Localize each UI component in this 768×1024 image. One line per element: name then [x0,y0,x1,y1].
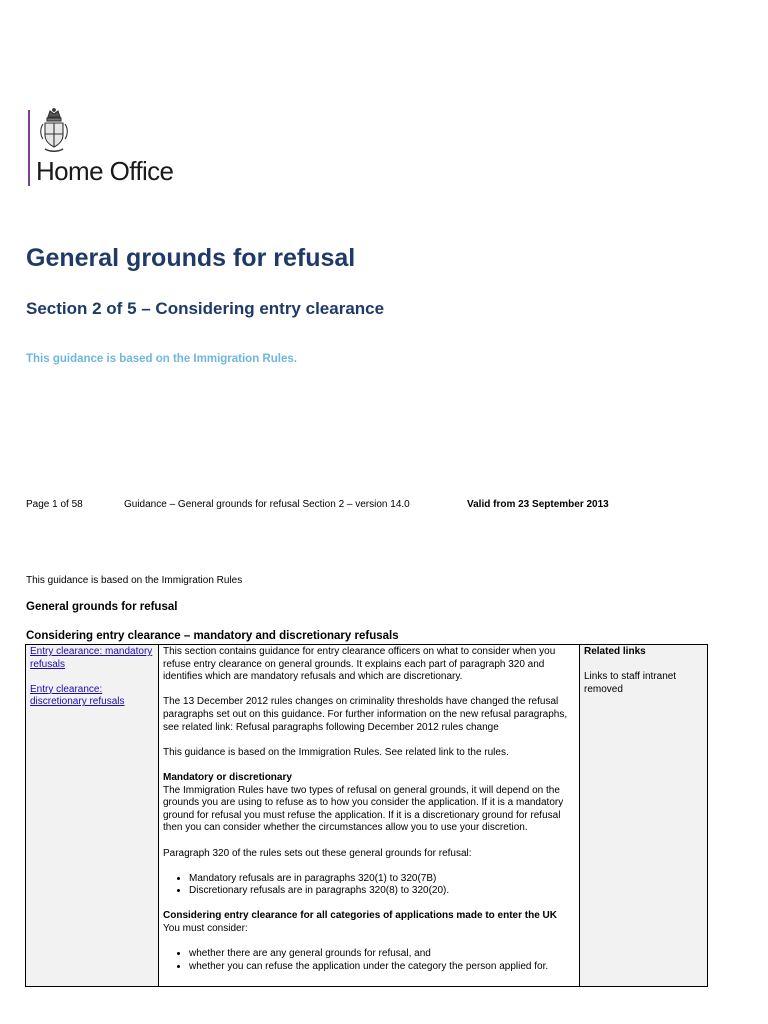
logo-wordmark: Home Office [36,156,174,186]
rules-basis-paragraph: This guidance is based on the Immigration Rules. See related link to the rules. [163,746,509,758]
valid-from: Valid from 23 September 2013 [467,499,609,510]
intro-paragraph: This section contains guidance for entry clearance officers on what to consider when you refuse entry clearance on general grounds. It explains each part of paragraph 320 and identifies which are mandatory refusals and which are discretionary. [163,646,556,683]
left-links-column [26,645,159,987]
guidance-table [25,644,708,987]
link-discretionary-refusals[interactable]: Entry clearance: discretionary refusals [30,683,125,708]
royal-crest-icon [39,108,69,154]
categories-heading: Considering entry clearance for all categories of applications made to enter the UK [163,910,557,922]
must-consider-paragraph: You must consider: [163,923,248,935]
para320-paragraph: Paragraph 320 of the rules sets out these general grounds for refusal: [163,847,472,859]
mandatory-heading: Mandatory or discretionary [163,771,292,783]
list-item: • whether there are any general grounds for refusal, and [189,948,575,961]
guidance-basis-note: This guidance is based on the Immigration Rules. [26,353,297,365]
para320-list [163,873,575,898]
section-heading-general: General grounds for refusal [26,601,178,613]
rules-change-paragraph: The 13 December 2012 rules changes on criminality thresholds have changed the refusal paragraphs set out on this guidance. For further information on the new refusal paragraphs, see related link: Refusal paragraphs following December 2012 rules change [163,696,568,733]
consider-list [163,948,575,973]
guidance-content-column [159,645,580,987]
guidance-version: Guidance – General grounds for refusal Section 2 – version 14.0 [124,499,410,510]
list-item: • Discretionary refusals are in paragraphs 320(8) to 320(20). [189,885,575,898]
related-links-column [580,645,708,987]
section-subtitle: Section 2 of 5 – Considering entry clearance [26,299,385,318]
mandatory-paragraph: The Immigration Rules have two types of refusal on general grounds, it will depend on the grounds you are using to refuse as to how you consider the application. If it is a mandatory ground for refusal you must refuse the application. If it is a discretionary ground for refusal then you can consider whether the circumstances allow you to use your discretion. [163,784,564,834]
list-item: • Mandatory refusals are in paragraphs 320(1) to 320(7B) [189,873,575,886]
related-links-note: Links to staff intranet removed [584,671,677,695]
related-links-heading: Related links [584,646,646,657]
list-item: • whether you can refuse the application under the category the person applied for. [189,961,575,974]
document-title: General grounds for refusal [26,244,356,272]
logo-divider-bar [28,110,30,186]
link-mandatory-refusals[interactable]: Entry clearance: mandatory refusals [30,646,153,670]
page-number: Page 1 of 58 [26,499,83,510]
section-heading-considering: Considering entry clearance – mandatory and discretionary refusals [26,630,399,642]
basis-statement: This guidance is based on the Immigration Rules [26,575,243,586]
